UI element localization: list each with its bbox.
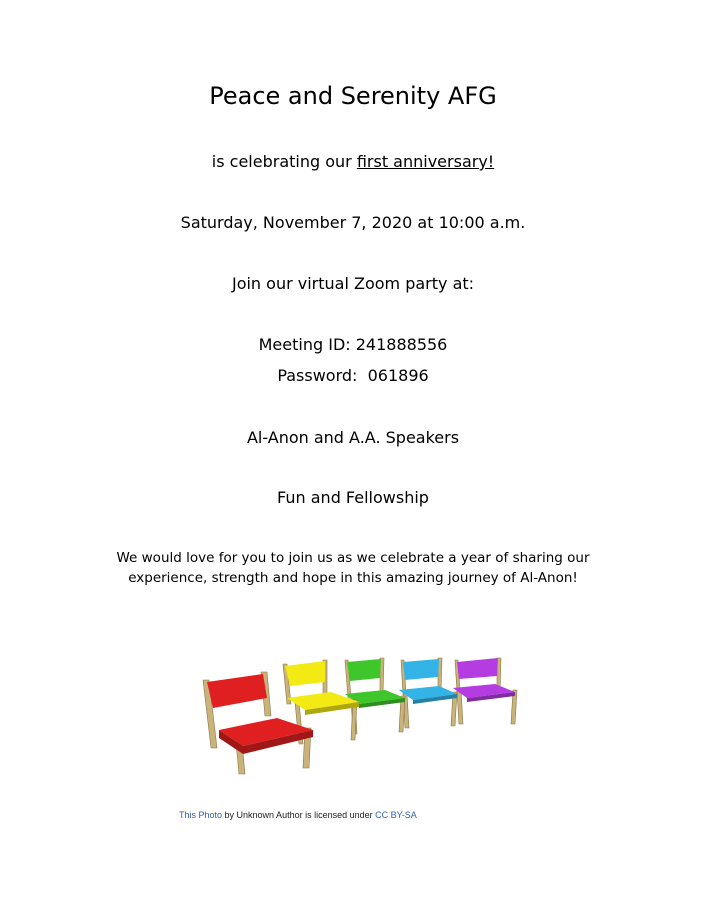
anniversary-emphasis: first anniversary! (356, 152, 495, 171)
license-link[interactable]: CC BY-SA (375, 810, 417, 820)
meeting-id: Meeting ID: 241888556 (258, 335, 448, 354)
flyer-title: Peace and Serenity AFG (209, 82, 497, 110)
join-line: Join our virtual Zoom party at: (231, 274, 475, 293)
chair-blue (399, 658, 457, 728)
chair-purple (453, 658, 517, 724)
chair-red (203, 672, 313, 774)
event-datetime: Saturday, November 7, 2020 at 10:00 a.m. (180, 213, 526, 232)
anniversary-prefix: is celebrating our (211, 152, 357, 171)
meeting-password: Password: 061896 (277, 366, 429, 385)
speakers-line: Al-Anon and A.A. Speakers (246, 428, 460, 447)
photo-credit (179, 810, 417, 820)
fellowship-line: Fun and Fellowship (277, 488, 429, 507)
invitation-message: We would love for you to join us as we celebrate a year of sharing our experience, strength and hope in this amazing journey of Al-Anon! (116, 550, 590, 586)
credit-text: by Unknown Author is licensed under (222, 810, 376, 820)
colored-chairs-image (195, 652, 525, 777)
anniversary-line (0, 152, 706, 171)
photo-link[interactable]: This Photo (179, 810, 223, 820)
